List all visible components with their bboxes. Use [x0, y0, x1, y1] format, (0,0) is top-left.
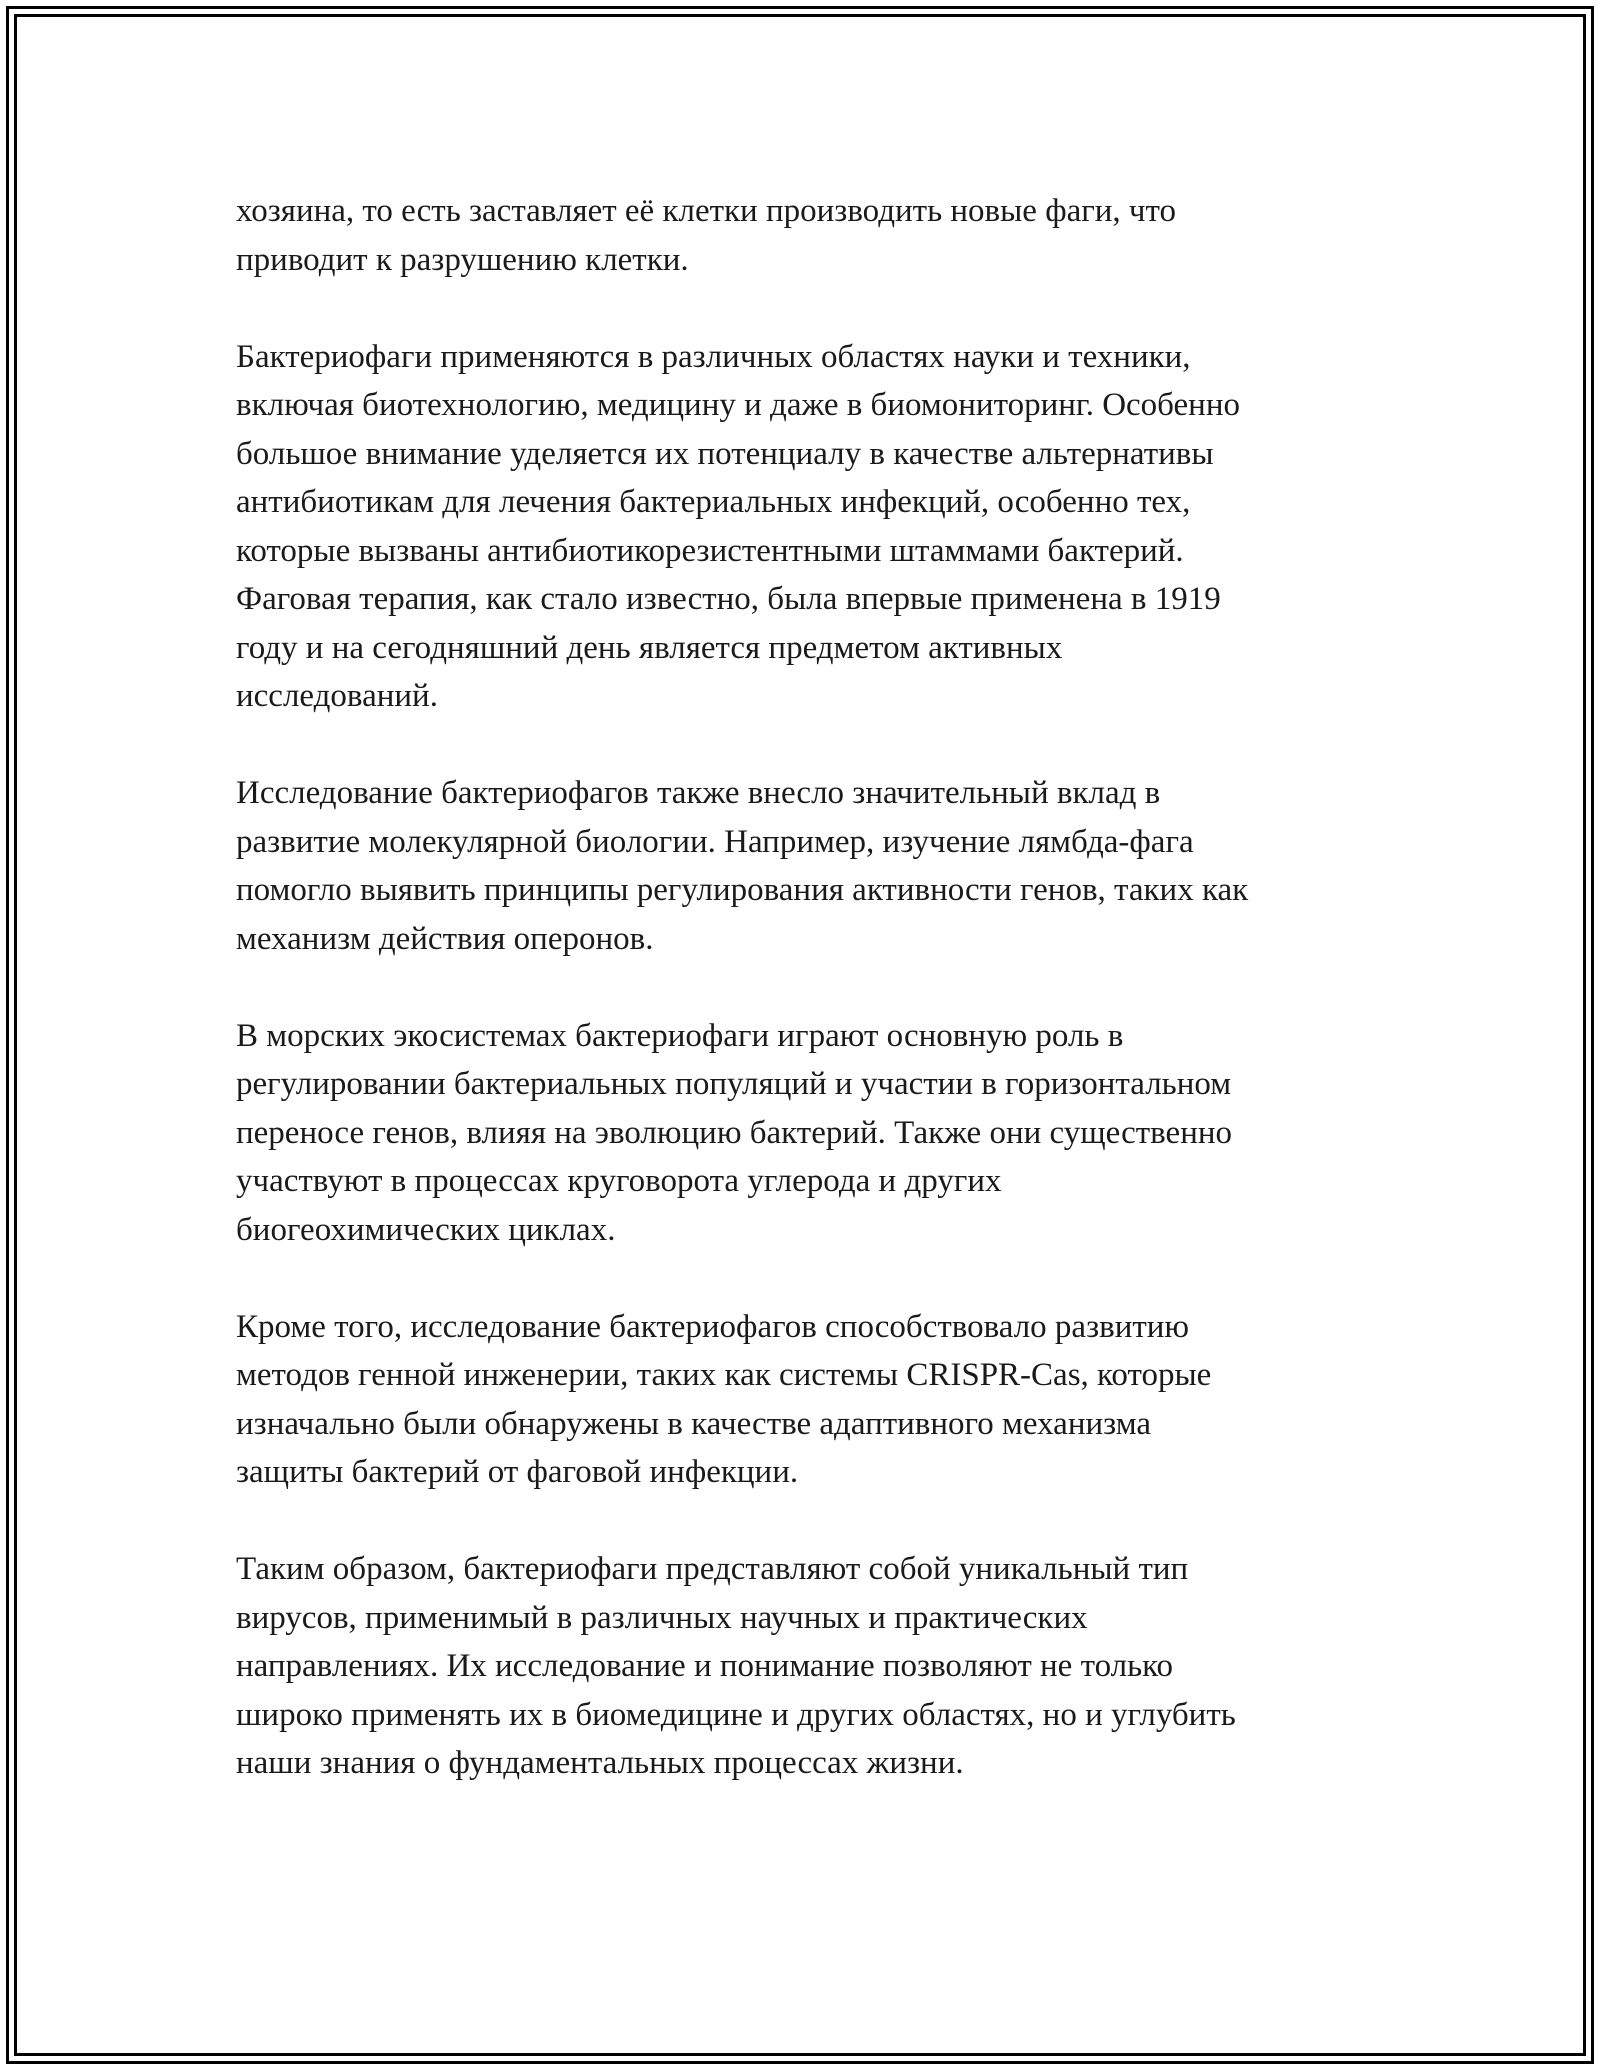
text-line: биогеохимических циклах. — [236, 1211, 616, 1248]
paragraph — [236, 1012, 1396, 1255]
document-body — [236, 187, 1396, 1836]
text-line: хозяина, то есть заставляет её клетки производить новые фаги, что — [236, 193, 1177, 229]
text-line: Исследование бактериофагов также внесло значительный вклад в — [236, 775, 1161, 811]
text-line: направлениях. Их исследование и понимание позволяют не только — [236, 1648, 1174, 1684]
paragraph — [236, 1303, 1396, 1497]
text-line: изначально были обнаружены в качестве адаптивного механизма — [236, 1405, 1152, 1442]
paragraph — [236, 187, 1396, 284]
paragraph — [236, 769, 1396, 963]
text-line: В морских экосистемах бактериофаги играют основную роль в — [236, 1017, 1124, 1054]
text-line: вирусов, применимый в различных научных и практических — [236, 1599, 1088, 1636]
text-line: регулировании бактериальных популяций и участии в горизонтальном — [236, 1066, 1232, 1102]
text-line: исследований. — [236, 678, 438, 714]
text-line: Таким образом, бактериофаги представляют собой уникальный тип — [236, 1551, 1189, 1587]
text-line: переносе генов, влияя на эволюцию бактерий. Также они существенно — [236, 1114, 1233, 1151]
text-line: Бактериофаги применяются в различных областях науки и техники, — [236, 338, 1191, 375]
text-line: большое внимание уделяется их потенциалу в качестве альтернативы — [236, 435, 1214, 472]
text-line: антибиотикам для лечения бактериальных инфекций, особенно тех, — [236, 484, 1191, 520]
text-line: Фаговая терапия, как стало известно, была впервые применена в 1919 — [236, 581, 1221, 617]
text-line: защиты бактерий от фаговой инфекции. — [236, 1454, 799, 1490]
text-line: году и на сегодняшний день является предметом активных — [236, 629, 1063, 666]
text-line: механизм действия оперонов. — [236, 920, 654, 957]
text-line: наши знания о фундаментальных процессах жизни. — [236, 1745, 964, 1781]
text-line: развитие молекулярной биологии. Например, изучение лямбда-фага — [236, 823, 1194, 860]
text-line: широко применять их в биомедицине и других областях, но и углубить — [236, 1696, 1236, 1733]
paragraph — [236, 1545, 1396, 1788]
text-line: помогло выявить принципы регулирования активности генов, таких как — [236, 872, 1249, 908]
text-line: участвуют в процессах круговорота углерода и других — [236, 1163, 1002, 1199]
text-line: которые вызваны антибиотикорезистентными штаммами бактерий. — [236, 532, 1184, 569]
text-line: приводит к разрушению клетки. — [236, 241, 689, 278]
paragraph — [236, 333, 1396, 721]
text-line: включая биотехнологию, медицину и даже в биомониторинг. Особенно — [236, 387, 1241, 423]
text-line: методов генной инженерии, таких как системы CRISPR-Cas, которые — [236, 1357, 1212, 1393]
text-line: Кроме того, исследование бактериофагов способствовало развитию — [236, 1308, 1190, 1345]
